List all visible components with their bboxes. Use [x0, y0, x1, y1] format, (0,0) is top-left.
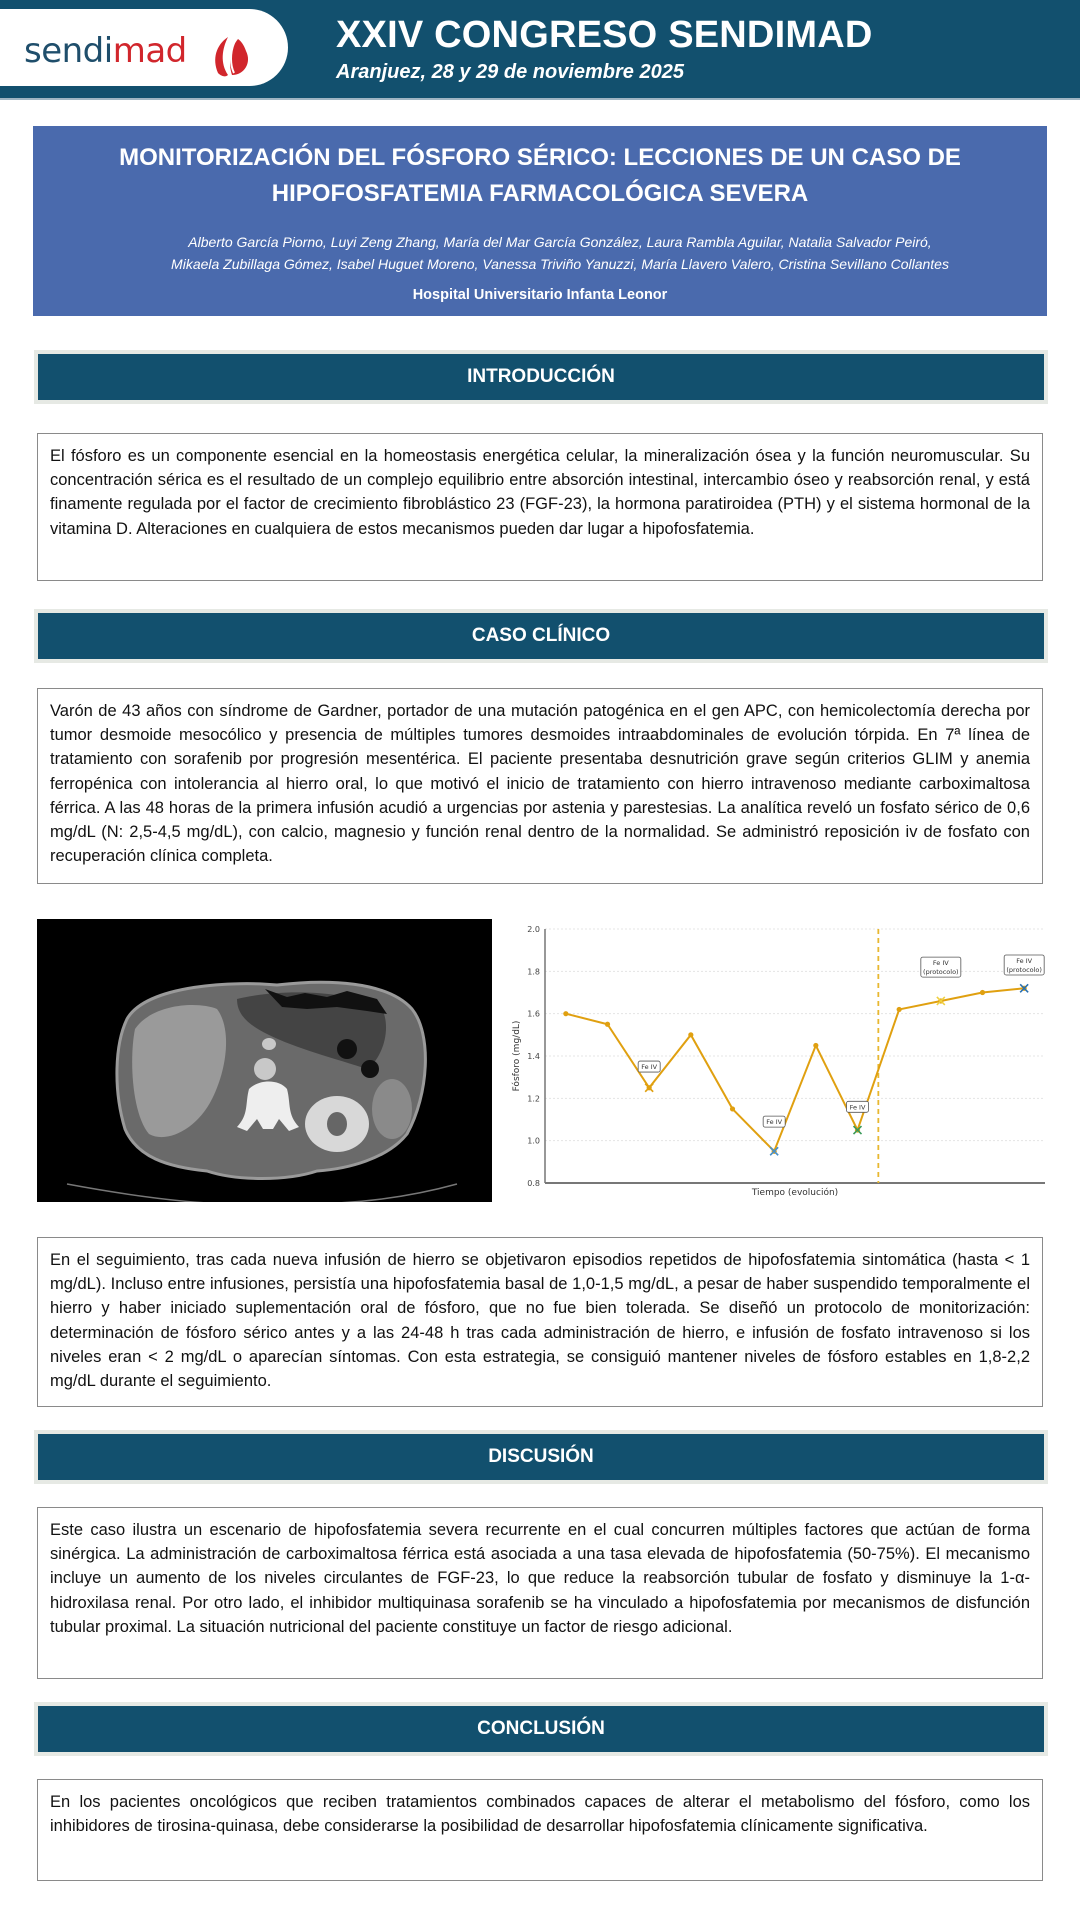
fe-iv-marker	[770, 1147, 778, 1155]
chart-annotations	[638, 955, 1044, 1155]
chart-y-ticks	[527, 925, 540, 1188]
logo-text-part1: sendi	[24, 31, 113, 71]
logo-wordmark	[24, 31, 187, 71]
section-header-case	[34, 609, 1048, 663]
chart-data-point	[563, 1011, 568, 1016]
section-header-discussion	[34, 1430, 1048, 1484]
header-divider	[0, 98, 1080, 100]
section-heading: CASO CLÍNICO	[38, 613, 1044, 659]
poster-title-block	[33, 126, 1047, 316]
fe-iv-annotation	[921, 957, 961, 977]
case-text: Varón de 43 años con síndrome de Gardner, portador de una mutación patogénica en el gen APC, con hemicolectomía derecha por tumor desmoide mesocólico y presencia de múltiples tumores desmoides intraabdominales de evolución tórpida. En 7ª línea de tratamiento con sorafenib por progresión mesentérica. El paciente presentaba desnutrición grave según criterios GLIM y anemia ferropénica con intolerancia al hierro oral, lo que motivó el inicio de tratamiento con hierro intravenoso mediante carboximaltosa férrica. A las 48 horas de la primera infusión acudió a urgencias por astenia y parestesias. La analítica reveló un fosfato sérico de 0,6 mg/dL (N: 2,5-4,5 mg/dL), con calcio, magnesio y función renal dentro de la normalidad. Se administró reposición iv de fosfato con recuperación clínica completa.	[37, 688, 1043, 884]
chart-y-tick-label: 1.2	[527, 1094, 540, 1104]
poster-title-line-1: MONITORIZACIÓN DEL FÓSFORO SÉRICO: LECCIONES DE UN CASO DE	[119, 144, 961, 171]
ct-scan-image	[37, 919, 492, 1202]
chart-x-axis-label: Tiempo (evolución)	[751, 1188, 839, 1198]
authors-line-1: Alberto García Piorno, Luyi Zeng Zhang, María del Mar García González, Laura Rambla Aguilar, Natalia Salvador Peiró,	[188, 234, 932, 250]
chart-y-tick-label: 1.0	[527, 1136, 540, 1146]
chart-data-point	[605, 1022, 610, 1027]
chart-data-point	[980, 990, 985, 995]
chart-y-tick-label: 1.6	[527, 1009, 540, 1019]
follow-up-text: En el seguimiento, tras cada nueva infusión de hierro se objetivaron episodios repetidos de hipofosfatemia sintomática (hasta < 1 mg/dL). Incluso entre infusiones, persistía una hipofosfatemia basal de 1,0-1,5 mg/dL, a pesar de haber suspendido temporalmente el hierro y haber iniciado suplementación oral de fósforo, que no fue bien tolerada. Se diseñó un protocolo de monitorización: determinación de fósforo sérico antes y a las 24-48 h tras cada administración de hierro, e infusión de fosfato intravenoso si los niveles eran < 2 mg/dL o aparecían síntomas. Con esta estrategia, se consiguió mantener niveles de fósforo estables en 1,8-2,2 mg/dL durante el seguimiento.	[37, 1237, 1043, 1407]
poster-title-line-2: HIPOFOSFATEMIA FARMACOLÓGICA SEVERA	[271, 180, 809, 207]
chart-data-point	[730, 1106, 735, 1111]
chart-y-tick-label: 2.0	[527, 925, 540, 934]
chart-data-point	[897, 1007, 902, 1012]
introduction-text: El fósforo es un componente esencial en la homeostasis energética celular, la mineralización ósea y la función neuromuscular. Su concentración sérica es el resultado de un complejo equilibrio entre absorción intestinal, intercambio óseo y reabsorción renal, y está finamente regulada por el factor de crecimiento fibroblástico 23 (FGF-23), la hormona paratiroidea (PTH) y el sistema hormonal de la vitamina D. Alteraciones en cualquiera de estos mecanismos pueden dar lugar a hipofosfatemia.	[37, 433, 1043, 581]
annotation-label: Fe IV	[766, 1118, 783, 1127]
chart-y-tick-label: 1.8	[527, 967, 540, 977]
annotation-label: Fe IV	[641, 1063, 658, 1072]
fe-iv-annotation	[763, 1116, 785, 1127]
flame-logo-icon	[208, 33, 254, 79]
fe-iv-annotation	[847, 1101, 869, 1112]
authors	[33, 231, 1047, 275]
conference-title: XXIV CONGRESO SENDIMAD	[336, 14, 873, 56]
phosphorus-series-line	[566, 988, 1024, 1151]
poster-title	[33, 140, 1047, 212]
section-heading: DISCUSIÓN	[38, 1434, 1044, 1480]
sendimad-logo	[0, 9, 288, 86]
hospital-affiliation: Hospital Universitario Infanta Leonor	[412, 287, 668, 303]
authors-line-2: Mikaela Zubillaga Gómez, Isabel Huguet Moreno, Vanessa Triviño Yanuzzi, María Llavero Valero, Cristina Sevillano Collantes	[171, 256, 949, 272]
chart-data-point	[688, 1032, 693, 1037]
section-header-introduction	[34, 350, 1048, 404]
annotation-label: Fe IV	[1016, 956, 1033, 965]
fe-iv-marker	[645, 1084, 653, 1092]
annotation-label: Fe IV	[849, 1103, 866, 1112]
logo-text-part2: mad	[112, 31, 187, 71]
discussion-text: Este caso ilustra un escenario de hipofosfatemia severa recurrente en el cual concurren múltiples factores que actúan de forma sinérgica. La administración de carboximaltosa férrica está asociada a una tasa elevada de hipofosfatemia (50-75%). El mecanismo incluye un aumento de los niveles circulantes de FGF-23, lo que reduce la reabsorción tubular de fosfato y disminuye la 1-α-hidroxilasa renal. Por otro lado, el inhibidor multiquinasa sorafenib se ha vinculado a hipofosfatemia por mecanismos de disfunción tubular proximal. La situación nutricional del paciente constituye un factor de riesgo adicional.	[37, 1507, 1043, 1679]
annotation-label: Fe IV	[932, 959, 949, 968]
chart-y-tick-label: 1.4	[527, 1052, 540, 1061]
chart-gridlines	[545, 929, 1045, 1141]
conference-subtitle: Aranjuez, 28 y 29 de noviembre 2025	[336, 61, 684, 83]
conclusion-text: En los pacientes oncológicos que reciben tratamientos combinados capaces de alterar el metabolismo del fósforo, como los inhibidores de tirosina-quinasa, debe considerarse la posibilidad de desarrollar hipofosfatemia clínicamente significativa.	[37, 1779, 1043, 1881]
chart-y-tick-label: 0.8	[527, 1179, 540, 1188]
chart-data-point	[813, 1043, 818, 1048]
conference-header	[0, 0, 1080, 98]
section-header-conclusion	[34, 1702, 1048, 1756]
section-heading: INTRODUCCIÓN	[38, 354, 1044, 400]
chart-y-axis-label: Fósforo (mg/dL)	[512, 1020, 522, 1092]
fe-iv-annotation	[1004, 955, 1044, 975]
annotation-label: (protocolo)	[1006, 965, 1042, 974]
phosphorus-line-chart	[505, 915, 1050, 1210]
section-heading: CONCLUSIÓN	[38, 1706, 1044, 1752]
ct-scan-graphic	[37, 919, 492, 1202]
chart-data-points	[563, 986, 1027, 1154]
fe-iv-annotation	[638, 1061, 660, 1072]
annotation-label: (protocolo)	[923, 968, 959, 977]
